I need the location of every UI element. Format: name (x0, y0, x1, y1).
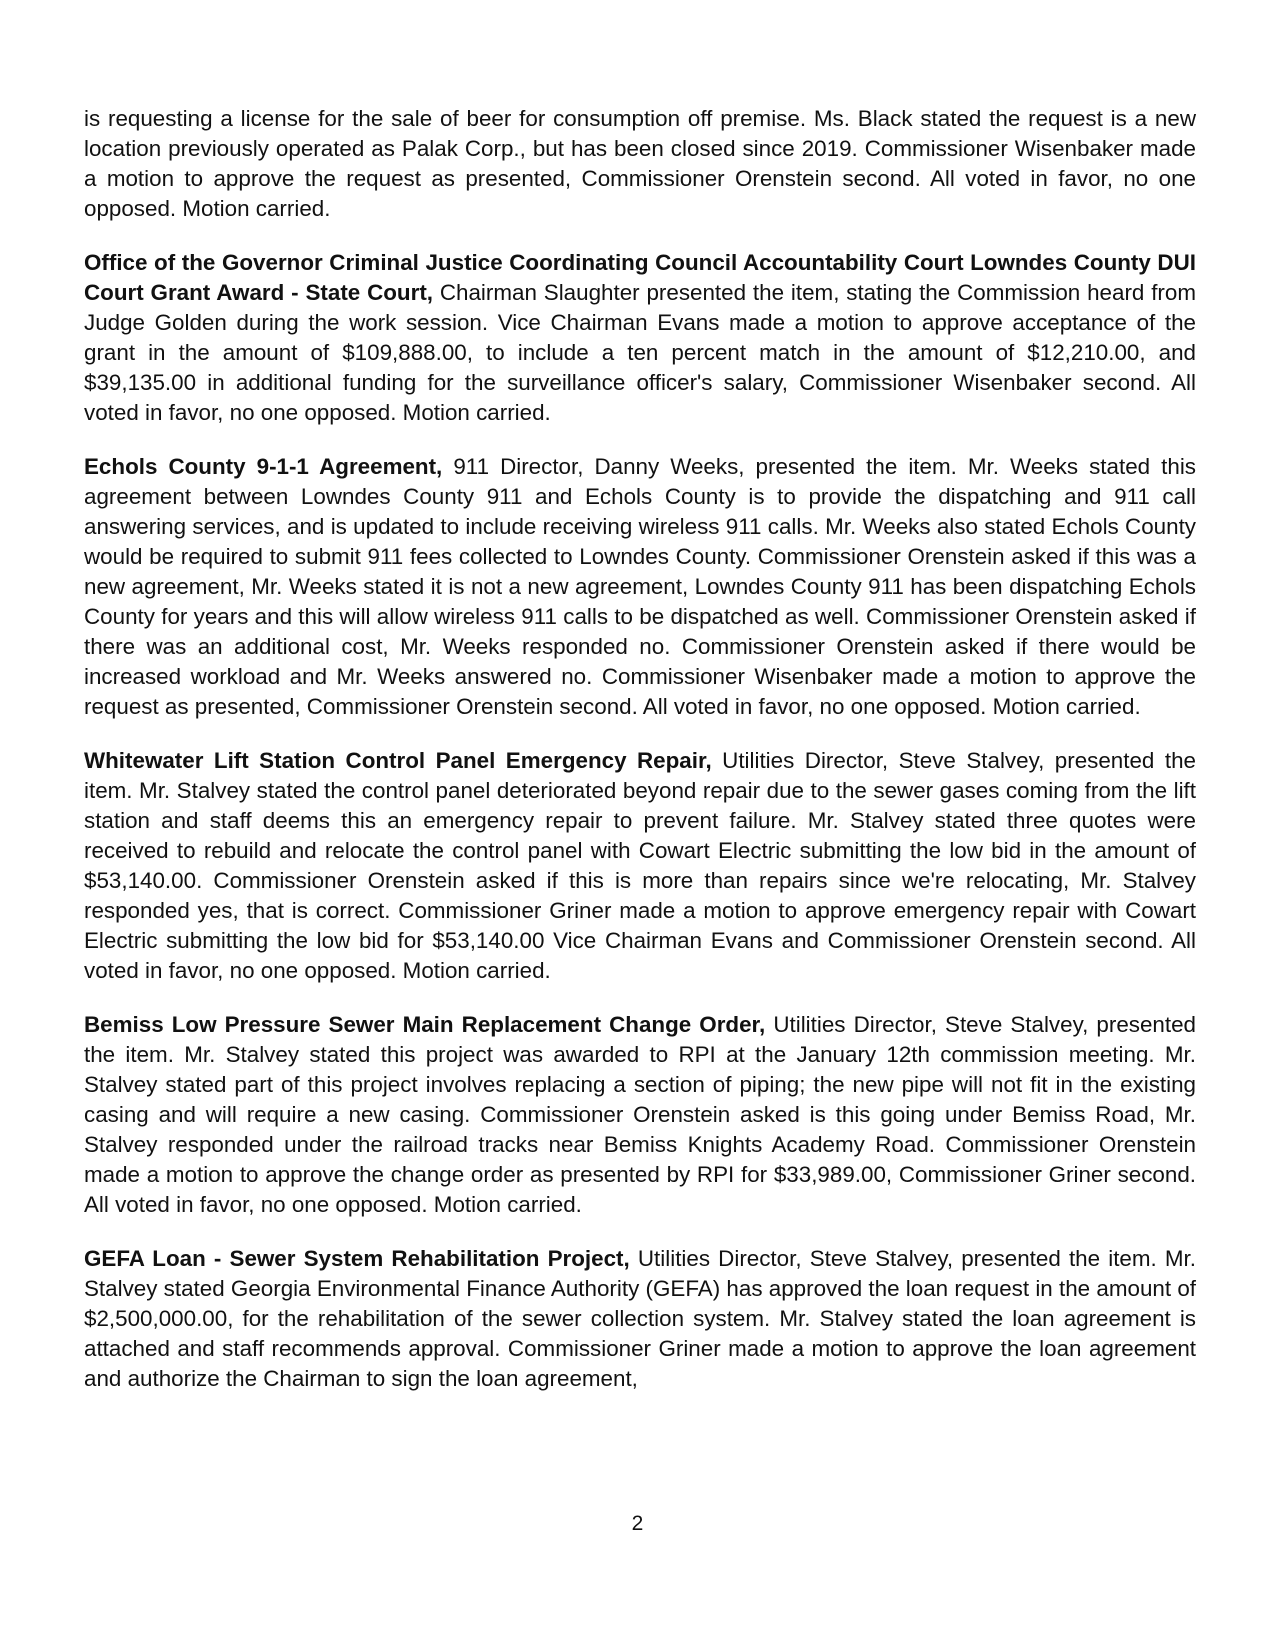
paragraph-dui-court-grant (84, 248, 1196, 428)
paragraph-beer-license (84, 104, 1196, 224)
paragraph-whitewater-lift-station (84, 746, 1196, 986)
paragraph-body: Chairman Slaughter presented the item, stating the Commission heard from Judge Golden during the work session. Vice Chairman Evans made a motion to approve acceptance of the grant in the amount of $109,888.00, to include a ten percent match in the amount of $12,210.00, and $39,135.00 in additional funding for the surveillance officer's salary, Commissioner Wisenbaker second. All voted in favor, no one opposed. Motion carried. (84, 280, 1196, 425)
paragraph-body: is requesting a license for the sale of beer for consumption off premise. Ms. Black stated the request is a new location previously operated as Palak Corp., but has been closed since 2019. Commissioner Wisenbaker made a motion to approve the request as presented, Commissioner Orenstein second. All voted in favor, no one opposed. Motion carried. (84, 106, 1196, 221)
paragraph-body: Utilities Director, Steve Stalvey, presented the item. Mr. Stalvey stated the control panel deteriorated beyond repair due to the sewer gases coming from the lift station and staff deems this an emergency repair to prevent failure. Mr. Stalvey stated three quotes were received to rebuild and relocate the control panel with Cowart Electric submitting the low bid in the amount of $53,140.00. Commissioner Orenstein asked if this is more than repairs since we're relocating, Mr. Stalvey responded yes, that is correct. Commissioner Griner made a motion to approve emergency repair with Cowart Electric submitting the low bid for $53,140.00 Vice Chairman Evans and Commissioner Orenstein second. All voted in favor, no one opposed. Motion carried. (84, 748, 1196, 983)
paragraph-heading: Office of the Governor Criminal Justice Coordinating Council Accountability Court Lowndes County DUI Court Grant Award - State Court, (84, 250, 1196, 305)
paragraph-body: 911 Director, Danny Weeks, presented the item. Mr. Weeks stated this agreement between Lowndes County 911 and Echols County is to provide the dispatching and 911 call answering services, and is updated to include receiving wireless 911 calls. Mr. Weeks also stated Echols County would be required to submit 911 fees collected to Lowndes County. Commissioner Orenstein asked if this was a new agreement, Mr. Weeks stated it is not a new agreement, Lowndes County 911 has been dispatching Echols County for years and this will allow wireless 911 calls to be dispatched as well. Commissioner Orenstein asked if there was an additional cost, Mr. Weeks responded no. Commissioner Orenstein asked if there would be increased workload and Mr. Weeks answered no. Commissioner Wisenbaker made a motion to approve the request as presented, Commissioner Orenstein second. All voted in favor, no one opposed. Motion carried. (84, 454, 1196, 719)
page-number: 2 (631, 1512, 644, 1535)
paragraph-gefa-loan (84, 1244, 1196, 1394)
paragraph-heading: Bemiss Low Pressure Sewer Main Replacement Change Order, (84, 1012, 766, 1037)
paragraph-body: Utilities Director, Steve Stalvey, presented the item. Mr. Stalvey stated Georgia Environmental Finance Authority (GEFA) has approved the loan request in the amount of $2,500,000.00, for the rehabilitation of the sewer collection system. Mr. Stalvey stated the loan agreement is attached and staff recommends approval. Commissioner Griner made a motion to approve the loan agreement and authorize the Chairman to sign the loan agreement, (84, 1246, 1196, 1391)
paragraph-body: Utilities Director, Steve Stalvey, presented the item. Mr. Stalvey stated this project was awarded to RPI at the January 12th commission meeting. Mr. Stalvey stated part of this project involves replacing a section of piping; the new pipe will not fit in the existing casing and will require a new casing. Commissioner Orenstein asked is this going under Bemiss Road, Mr. Stalvey responded under the railroad tracks near Bemiss Knights Academy Road. Commissioner Orenstein made a motion to approve the change order as presented by RPI for $33,989.00, Commissioner Griner second. All voted in favor, no one opposed. Motion carried. (84, 1012, 1196, 1217)
paragraph-echols-911 (84, 452, 1196, 722)
paragraph-heading: Whitewater Lift Station Control Panel Emergency Repair, (84, 748, 712, 773)
paragraph-heading: GEFA Loan - Sewer System Rehabilitation Project, (84, 1246, 630, 1271)
document-page (84, 104, 1196, 1418)
paragraph-heading: Echols County 9-1-1 Agreement, (84, 454, 443, 479)
paragraph-bemiss-sewer-change-order (84, 1010, 1196, 1220)
